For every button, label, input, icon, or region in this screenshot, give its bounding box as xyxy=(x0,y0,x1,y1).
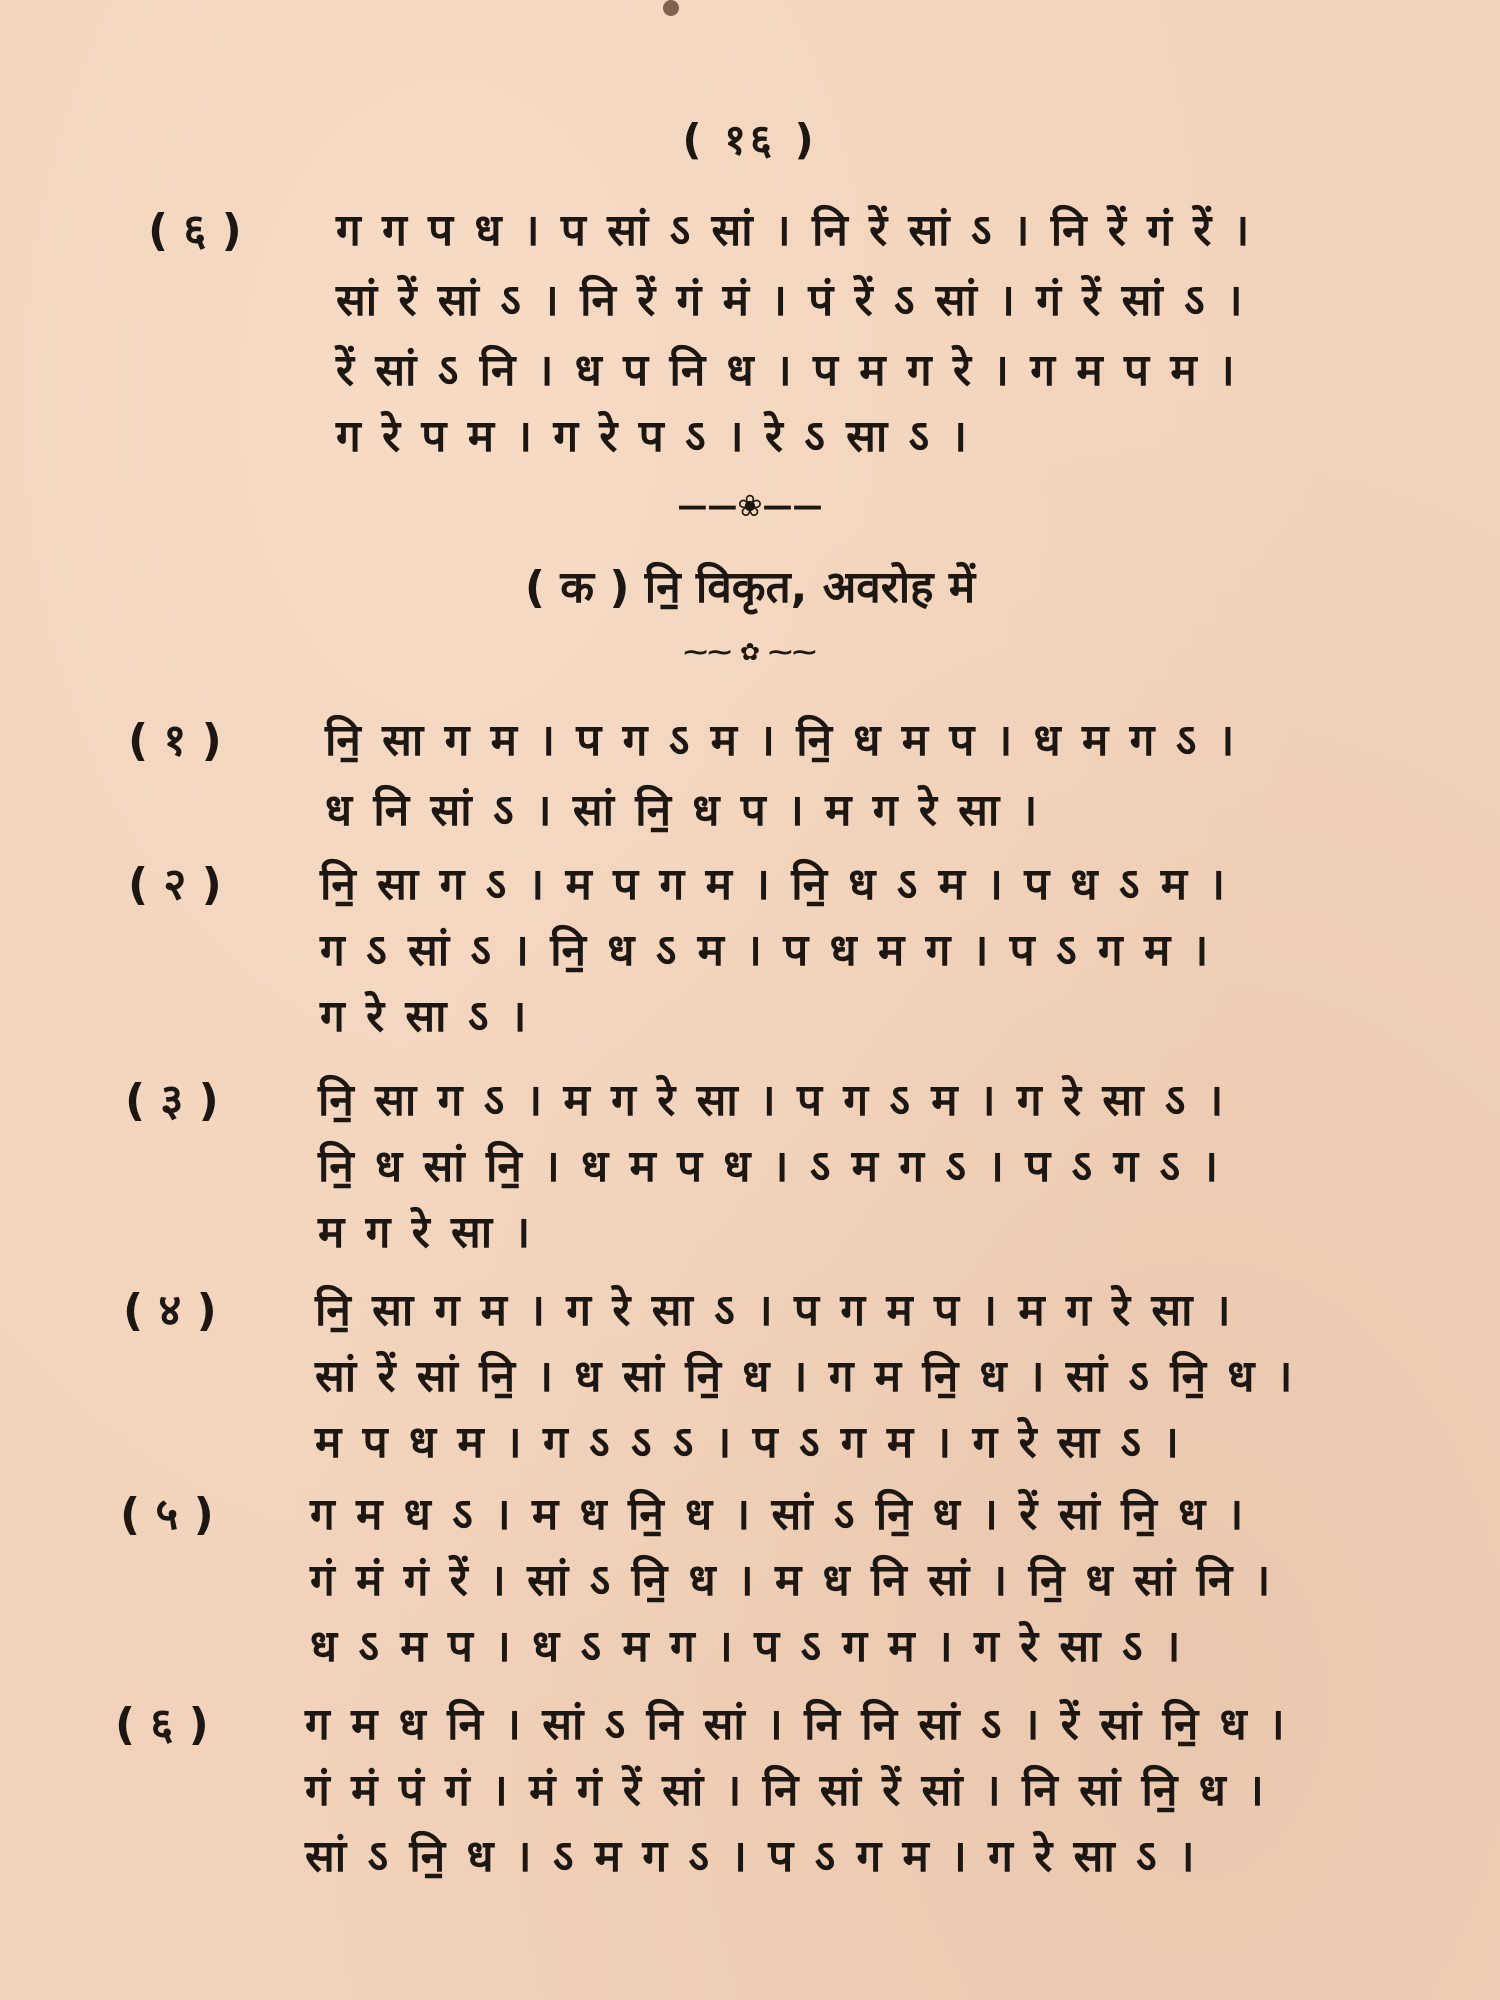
notation-line: ग म ध नि । सां ऽ नि सां । नि नि सां ऽ । रें सां नि॒ ध । xyxy=(305,1699,1288,1750)
section-number: ( १ ) xyxy=(128,715,222,766)
ornament-flourish: ⁓⁓ ✿ ⁓⁓ xyxy=(683,638,817,666)
notation-line: ग रे प म । ग रे प ऽ । रे ऽ सा ऽ । xyxy=(336,411,971,462)
notation-line: नि॒ सा ग ऽ । म ग रे सा । प ग ऽ म । ग रे सा ऽ । xyxy=(318,1075,1227,1126)
notation-line: नि॒ सा ग ऽ । म प ग म । नि॒ ध ऽ म । प ध ऽ म । xyxy=(320,859,1229,910)
ink-spot xyxy=(663,0,679,16)
notation-line: सां रें सां ऽ । नि रें गं मं । पं रें ऽ सां । गं रें सां ऽ । xyxy=(336,275,1246,326)
notation-line: म प ध म । ग ऽ ऽ ऽ । प ऽ ग म । ग रे सा ऽ । xyxy=(315,1417,1182,1468)
notation-line: सां रें सां नि॒ । ध सां नि॒ ध । ग म नि॒ ध । सां ऽ नि॒ ध । xyxy=(315,1351,1296,1402)
notation-line: ग म ध ऽ । म ध नि॒ ध । सां ऽ नि॒ ध । रें सां नि॒ ध । xyxy=(310,1489,1247,1540)
section-number: ( ६ ) xyxy=(148,205,242,256)
notation-line: ध ऽ म प । ध ऽ म ग । प ऽ ग म । ग रे सा ऽ । xyxy=(310,1621,1184,1672)
notation-line: नि॒ सा ग म । ग रे सा ऽ । प ग म प । म ग रे सा । xyxy=(315,1285,1234,1336)
section-number: ( ६ ) xyxy=(115,1699,209,1750)
notation-line: ध नि सां ऽ । सां नि॒ ध प । म ग रे सा । xyxy=(325,785,1041,836)
notation-line: म ग रे सा । xyxy=(318,1207,534,1258)
notation-line: नि॒ ध सां नि॒ । ध म प ध । ऽ म ग ऽ । प ऽ ग ऽ । xyxy=(318,1141,1222,1192)
notation-line: ग ऽ सां ऽ । नि॒ ध ऽ म । प ध म ग । प ऽ ग म । xyxy=(320,925,1212,976)
notation-line: ग ग प ध । प सां ऽ सां । नि रें सां ऽ । नि रें गं रें । xyxy=(336,205,1253,256)
ornament-divider: ——❀—— xyxy=(677,489,823,524)
section-number: ( ३ ) xyxy=(125,1075,219,1126)
section-heading: ( क ) नि॒ विकृत, अवरोह में xyxy=(524,562,976,613)
notation-line: गं मं गं रें । सां ऽ नि॒ ध । म ध नि सां । नि॒ ध सां नि । xyxy=(310,1555,1274,1606)
notation-line: रें सां ऽ नि । ध प नि ध । प म ग रे । ग म प म । xyxy=(336,345,1238,396)
section-number: ( ४ ) xyxy=(123,1285,217,1336)
notation-line: सां ऽ नि॒ ध । ऽ म ग ऽ । प ऽ ग म । ग रे सा ऽ । xyxy=(305,1831,1198,1882)
section-number: ( २ ) xyxy=(128,859,222,910)
notation-line: ग रे सा ऽ । xyxy=(320,991,530,1042)
notation-line: नि॒ सा ग म । प ग ऽ म । नि॒ ध म प । ध म ग ऽ । xyxy=(325,715,1238,766)
notation-line: गं मं पं गं । मं गं रें सां । नि सां रें सां । नि सां नि॒ ध । xyxy=(305,1765,1267,1816)
page-number: ( १६ ) xyxy=(682,115,818,164)
section-number: ( ५ ) xyxy=(120,1489,214,1540)
